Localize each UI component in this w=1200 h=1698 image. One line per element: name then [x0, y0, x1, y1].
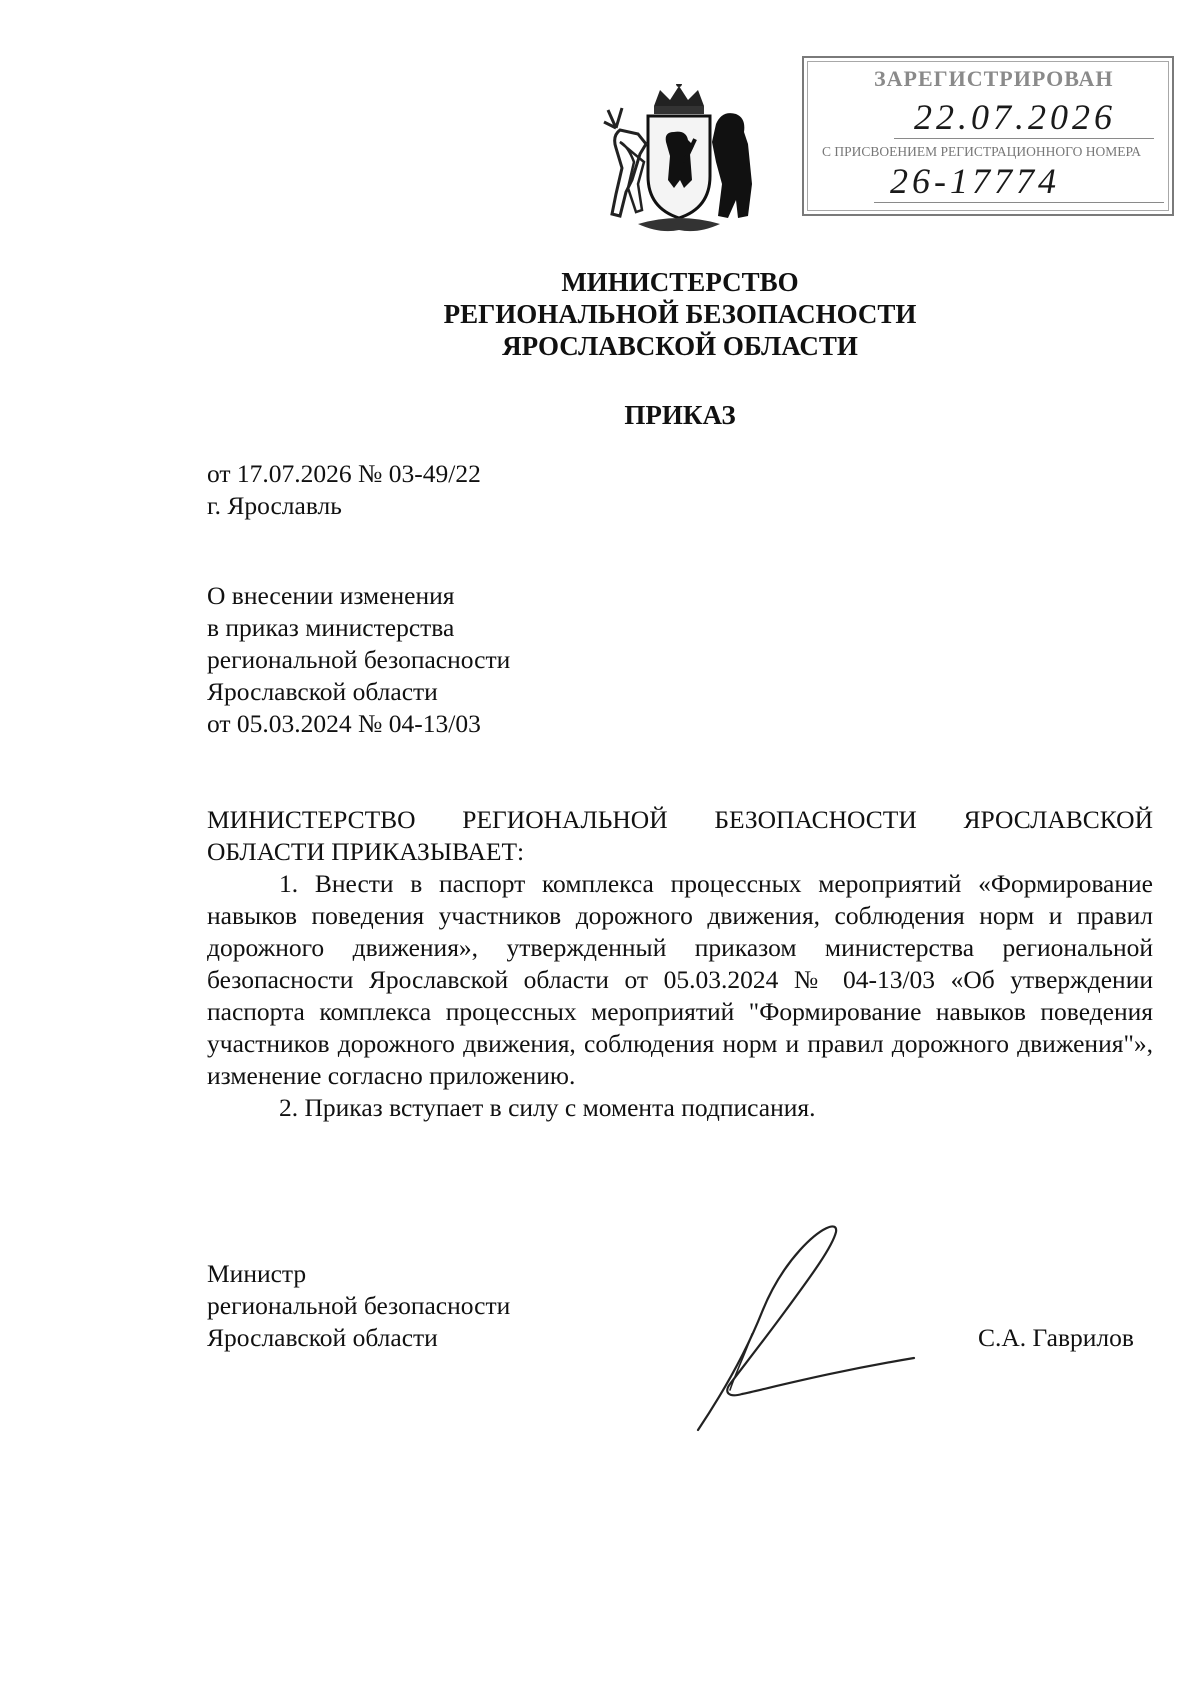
signatory-position-line: региональной безопасности — [207, 1291, 511, 1320]
document-body — [207, 804, 1153, 1124]
document-date-number: от 17.07.2026 № 03-49/22 — [207, 459, 481, 488]
document-type-title: ПРИКАЗ — [624, 400, 736, 430]
registration-stamp — [802, 56, 1174, 216]
signatory-name: С.А. Гаврилов — [978, 1323, 1134, 1352]
signatory-position — [207, 1258, 510, 1354]
signatory-position-line: Ярославской области — [207, 1323, 438, 1352]
subject-line: О внесении изменения — [207, 581, 455, 610]
ministry-header — [0, 266, 1200, 362]
body-item-1: 1. Внести в паспорт комплекса процессных мероприятий «Формирование навыков поведения участников дорожного движения, соблюдения норм и правил дорожного движения», утвержденный приказом министерства региональной безопасности Ярославской области от 05.03.2024 № 04-13/03 «Об утверждении паспорта комплекса процессных мероприятий "Формирование навыков поведения участников дорожного движения, соблюдения норм и правил дорожного движения"», изменение согласно приложению. — [207, 869, 1153, 1090]
subject-line: Ярославской области — [207, 677, 438, 706]
document-subject — [207, 580, 510, 740]
stamp-date: 22.07.2026 — [914, 97, 1116, 137]
ministry-header-line: ЯРОСЛАВСКОЙ ОБЛАСТИ — [502, 331, 858, 361]
stamp-date-underline — [894, 138, 1154, 139]
stamp-caption: С ПРИСВОЕНИЕМ РЕГИСТРАЦИОННОГО НОМЕРА — [822, 144, 1141, 159]
document-place: г. Ярославль — [207, 491, 342, 520]
signatory-position-line: Министр — [207, 1259, 307, 1288]
ministry-header-line: РЕГИОНАЛЬНОЙ БЕЗОПАСНОСТИ — [443, 299, 917, 329]
stamp-title: ЗАРЕГИСТРИРОВАН — [874, 66, 1114, 91]
body-preamble: МИНИСТЕРСТВО РЕГИОНАЛЬНОЙ БЕЗОПАСНОСТИ ЯРОСЛАВСКОЙ ОБЛАСТИ ПРИКАЗЫВАЕТ: — [207, 805, 1153, 866]
stamp-registration-number: 26-17774 — [890, 161, 1060, 201]
stamp-number-underline — [874, 202, 1164, 203]
subject-line: региональной безопасности — [207, 645, 511, 674]
ministry-header-line: МИНИСТЕРСТВО — [561, 267, 799, 297]
subject-line: от 05.03.2024 № 04-13/03 — [207, 709, 481, 738]
coat-of-arms-emblem — [598, 84, 760, 234]
document-meta — [207, 458, 481, 522]
subject-line: в приказ министерства — [207, 613, 455, 642]
handwritten-signature — [690, 1222, 920, 1432]
body-item-2: 2. Приказ вступает в силу с момента подписания. — [279, 1093, 816, 1122]
